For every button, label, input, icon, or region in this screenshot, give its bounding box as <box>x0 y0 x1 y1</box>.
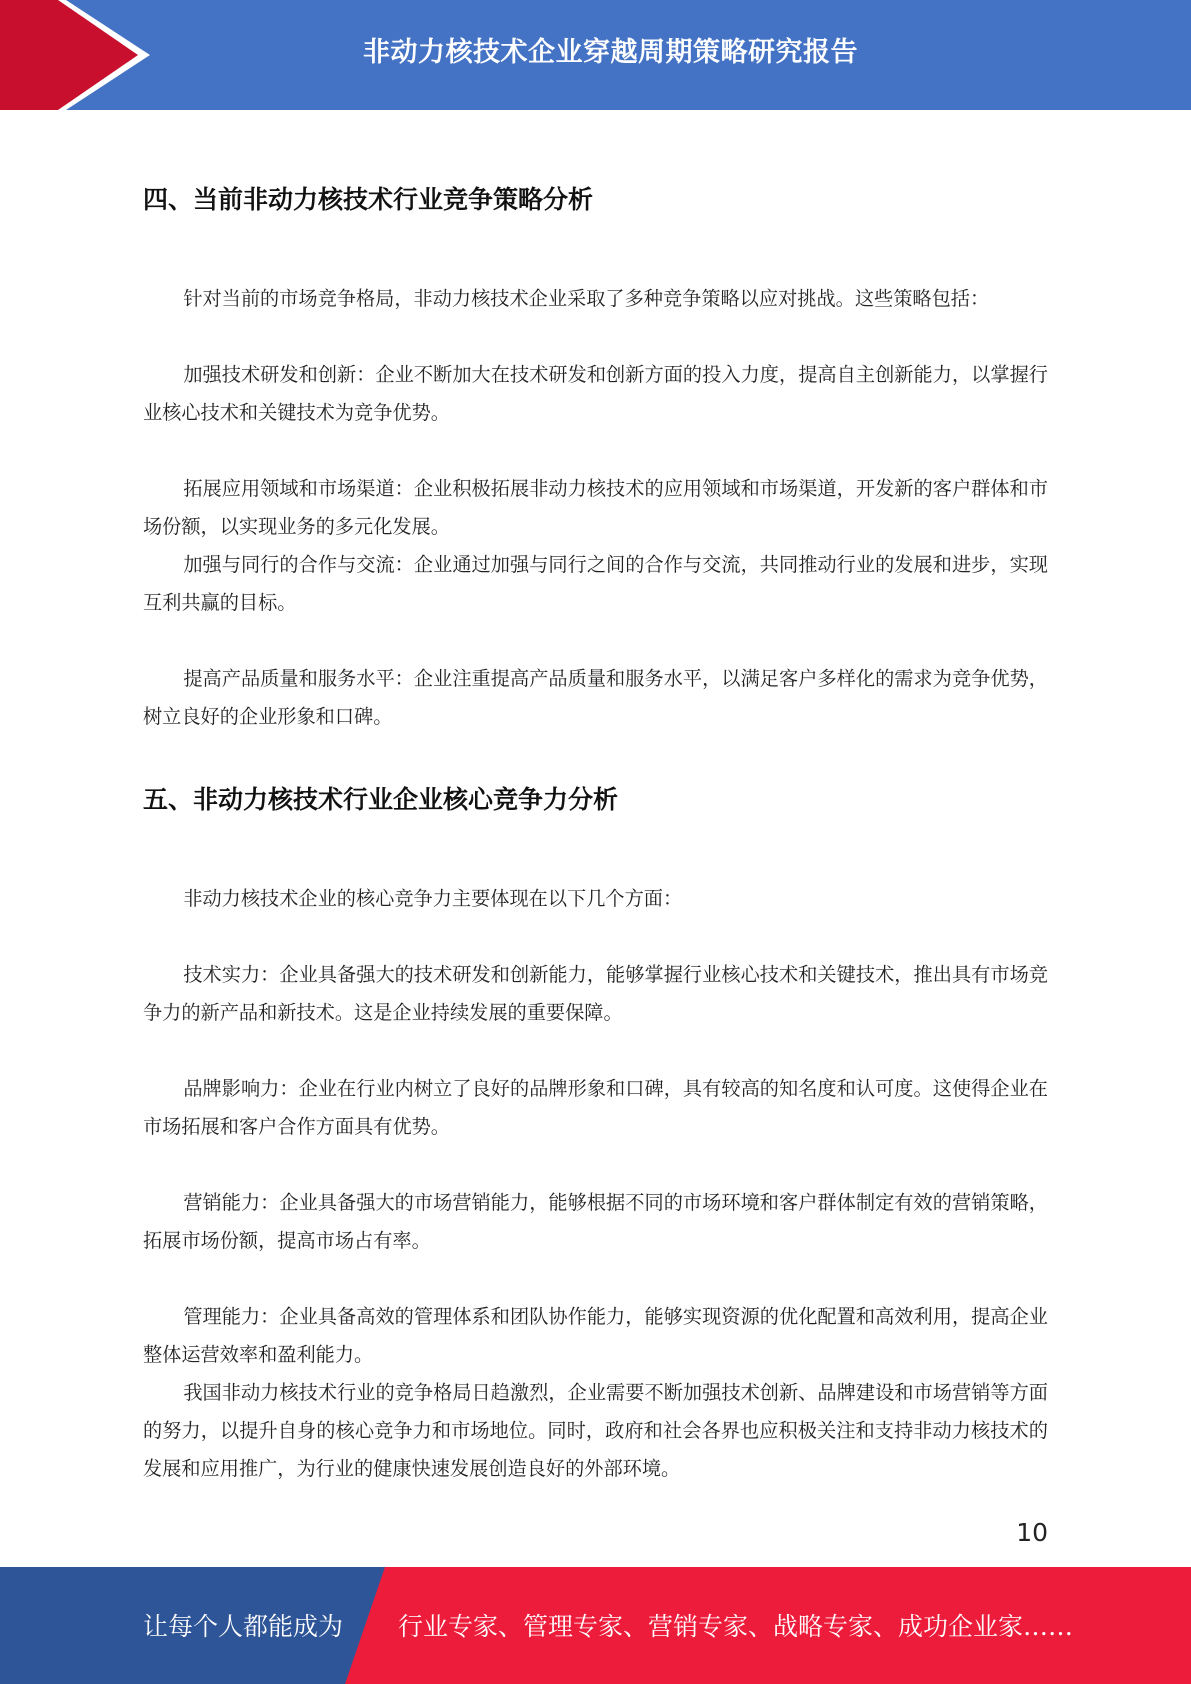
section-5-paragraph-intro: 非动力核技术企业的核心竞争力主要体现在以下几个方面： <box>183 887 683 910</box>
page-footer <box>0 1567 1191 1684</box>
section-5-paragraph-conclusion: 我国非动力核技术行业的竞争格局日趋激烈，企业需要不断加强技术创新、品牌建设和市场营销等方面的努力，以提升自身的核心竞争力和市场地位。同时，政府和社会各界也应积极关注和支持非动力核技术的发展和应用推广，为行业的健康快速发展创造良好的外部环境。 <box>143 1381 1048 1480</box>
document-body <box>143 180 1048 1488</box>
section-5-paragraph-marketing: 营销能力：企业具备强大的市场营销能力，能够根据不同的市场环境和客户群体制定有效的营销策略，拓展市场份额，提高市场占有率。 <box>143 1191 1048 1252</box>
section-5-paragraph-tech: 技术实力：企业具备强大的技术研发和创新能力，能够掌握行业核心技术和关键技术，推出具有市场竞争力的新产品和新技术。这是企业持续发展的重要保障。 <box>143 963 1048 1024</box>
section-5-paragraph-brand: 品牌影响力：企业在行业内树立了良好的品牌形象和口碑，具有较高的知名度和认可度。这使得企业在市场拓展和客户合作方面具有优势。 <box>143 1077 1048 1138</box>
section-4-paragraph-quality: 提高产品质量和服务水平：企业注重提高产品质量和服务水平，以满足客户多样化的需求为竞争优势，树立良好的企业形象和口碑。 <box>143 667 1048 728</box>
section-4-paragraph-intro: 针对当前的市场竞争格局，非动力核技术企业采取了多种竞争策略以应对挑战。这些策略包括： <box>183 287 990 310</box>
section-5-heading: 五、非动力核技术行业企业核心竞争力分析 <box>143 785 619 814</box>
section-4-heading: 四、当前非动力核技术行业竞争策略分析 <box>143 185 594 214</box>
section-5-paragraph-management: 管理能力：企业具备高效的管理体系和团队协作能力，能够实现资源的优化配置和高效利用，提高企业整体运营效率和盈利能力。 <box>143 1305 1048 1366</box>
footer-slogan-left: 让每个人都能成为 <box>143 1612 344 1641</box>
section-4-paragraph-channels: 拓展应用领域和市场渠道：企业积极拓展非动力核技术的应用领域和市场渠道，开发新的客户群体和市场份额，以实现业务的多元化发展。 <box>143 477 1048 538</box>
header-title: 非动力核技术企业穿越周期策略研究报告 <box>363 37 858 68</box>
page-header <box>0 0 1191 110</box>
page-number: 10 <box>1016 1518 1048 1547</box>
section-4-paragraph-cooperation: 加强与同行的合作与交流：企业通过加强与同行之间的合作与交流，共同推动行业的发展和进步，实现互利共赢的目标。 <box>143 553 1048 614</box>
section-4-paragraph-rnd: 加强技术研发和创新：企业不断加大在技术研发和创新方面的投入力度，提高自主创新能力，以掌握行业核心技术和关键技术为竞争优势。 <box>143 363 1048 424</box>
footer-slogan-right: 行业专家、管理专家、营销专家、战略专家、成功企业家…… <box>398 1612 1074 1641</box>
